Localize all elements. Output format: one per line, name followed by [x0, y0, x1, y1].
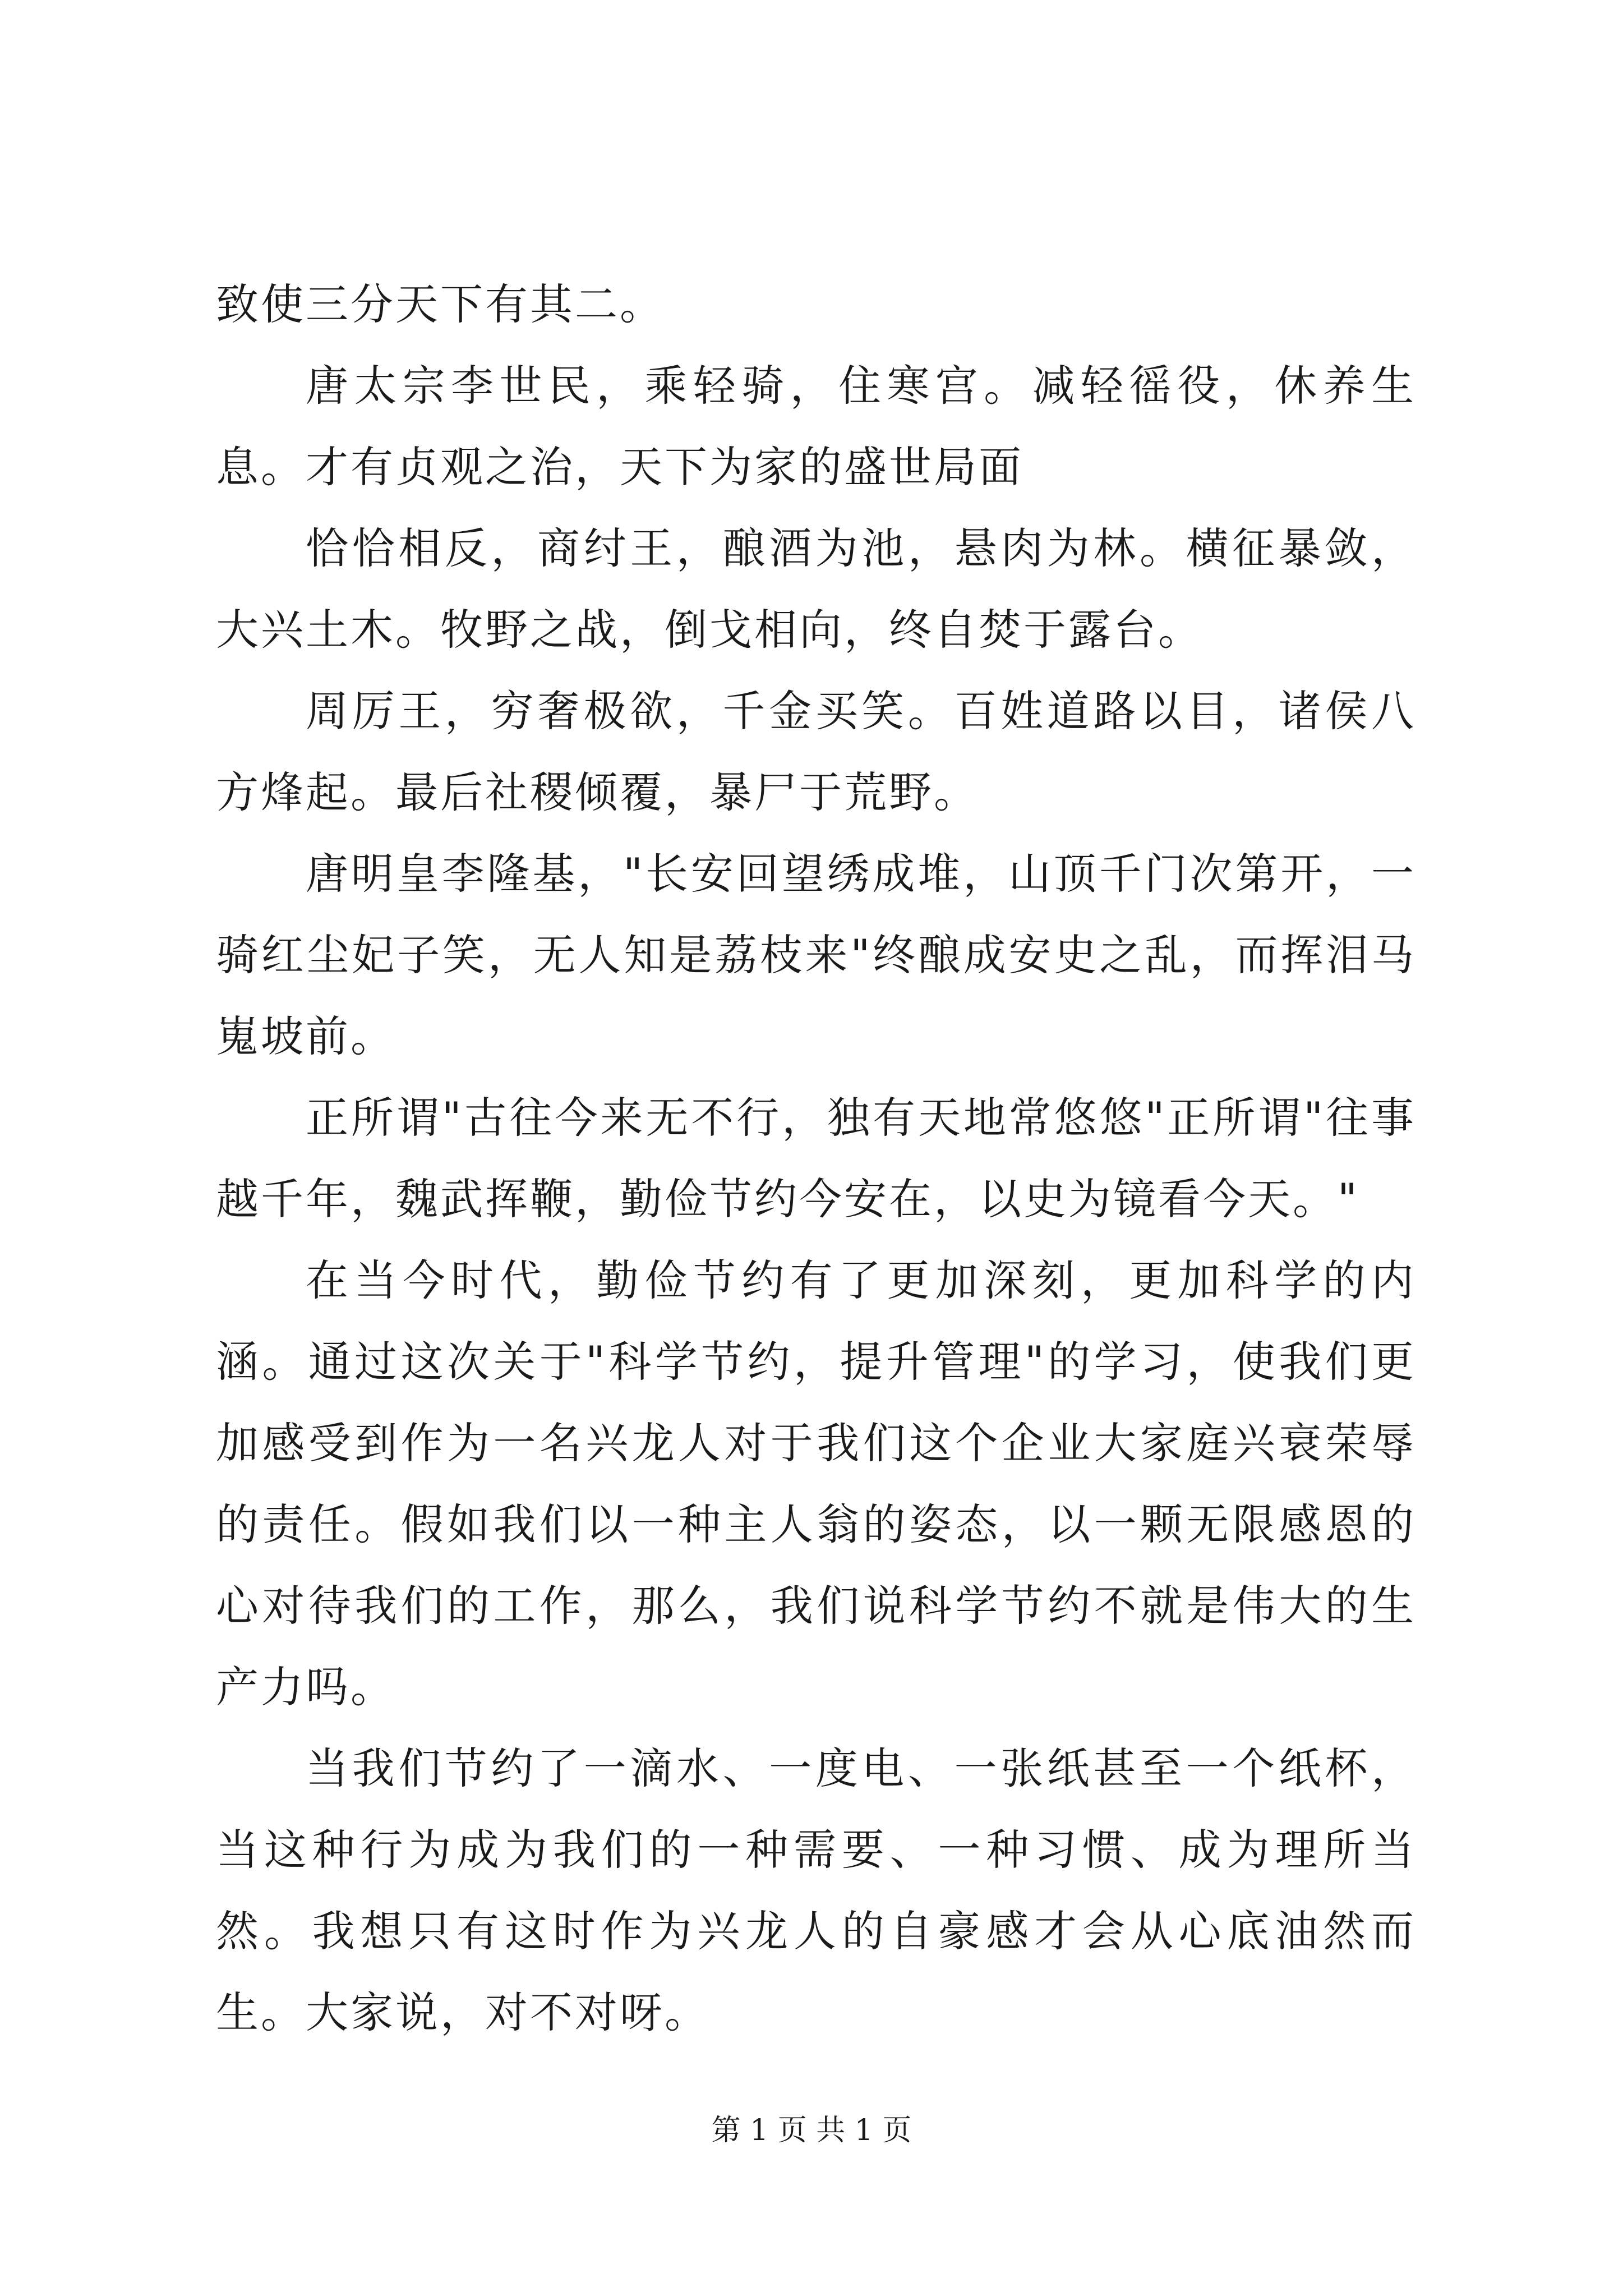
paragraph-8: 当我们节约了一滴水、一度电、一张纸甚至一个纸杯，当这种行为成为我们的一种需要、一种习惯、成为理所当然。我想只有这时作为兴龙人的自豪感才会从心底油然而生。大家说，对不对呀。: [216, 1743, 1416, 2037]
document-body: [216, 264, 1416, 2053]
paragraph-3: 恰恰相反，商纣王，酿酒为池，悬肉为林。横征暴敛，大兴土木。牧野之战，倒戈相向，终自焚于露台。: [216, 523, 1416, 655]
paragraph-1: 致使三分天下有其二。: [216, 279, 665, 329]
paragraph-6: 正所谓"古往今来无不行，独有天地常悠悠"正所谓"往事越千年，魏武挥鞭，勤俭节约今安在，以史为镜看今天。": [216, 1093, 1416, 1224]
page-footer: 第 1 页 共 1 页: [711, 2114, 912, 2147]
paragraph-4: 周厉王，穷奢极欲，千金买笑。百姓道路以目，诸侯八方烽起。最后社稷倾覆，暴尸于荒野。: [216, 686, 1416, 817]
paragraph-7: 在当今时代，勤俭节约有了更加深刻，更加科学的内涵。通过这次关于"科学节约，提升管理"的学习，使我们更加感受到作为一名兴龙人对于我们这个企业大家庭兴衰荣辱的责任。假如我们以一种主人翁的姿态，以一颗无限感恩的心对待我们的工作，那么，我们说科学节约不就是伟大的生产力吗。: [216, 1255, 1416, 1712]
paragraph-2: 唐太宗李世民，乘轻骑，住寒宫。减轻徭役，休养生息。才有贞观之治，天下为家的盛世局面: [216, 361, 1416, 492]
paragraph-5: 唐明皇李隆基，"长安回望绣成堆，山顶千门次第开，一骑红尘妃子笑，无人知是荔枝来"终酿成安史之乱，而挥泪马嵬坡前。: [216, 849, 1416, 1061]
